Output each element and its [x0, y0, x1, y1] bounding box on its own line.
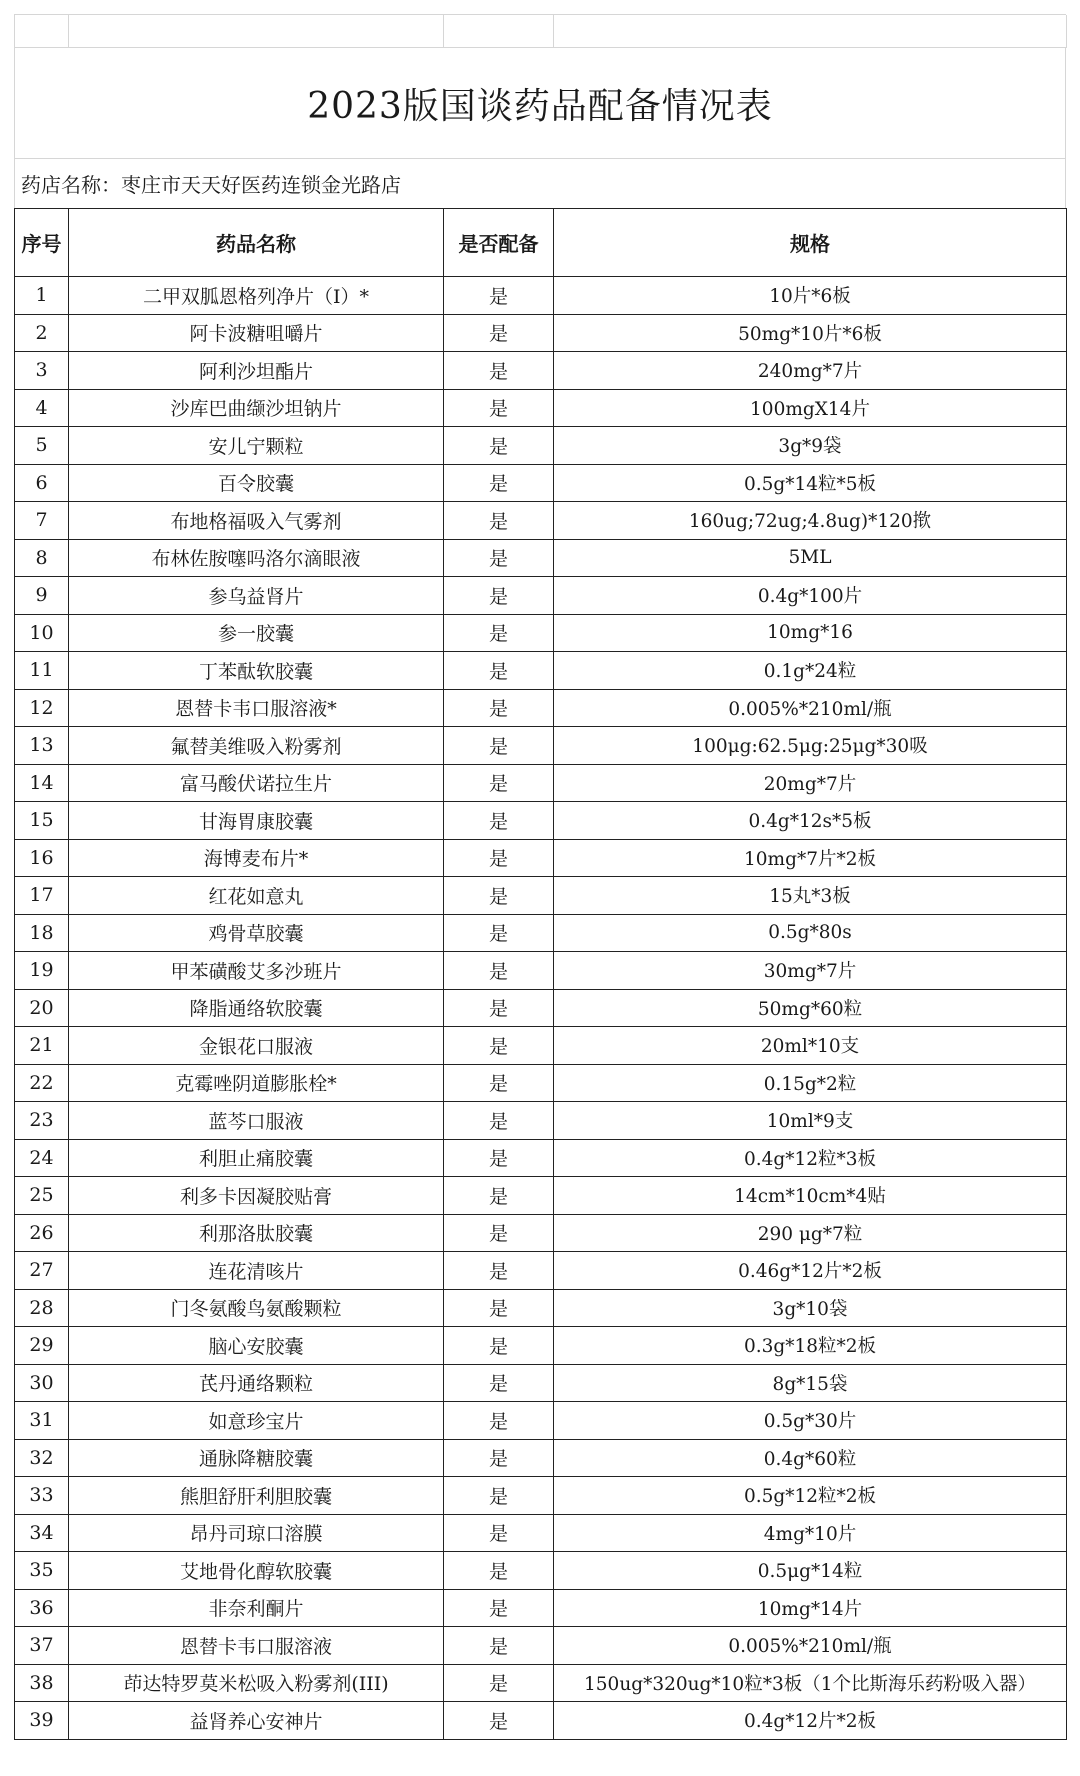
table-row: [15, 952, 1067, 990]
cell-drug-name[interactable]: 氟替美维吸入粉雾剂: [69, 727, 444, 765]
cell-equipped[interactable]: 是: [444, 1064, 554, 1102]
cell-equipped[interactable]: 是: [444, 989, 554, 1027]
cell-drug-name[interactable]: 利多卡因凝胶贴膏: [69, 1177, 444, 1215]
table-row: [15, 1402, 1067, 1440]
table-row: [15, 1027, 1067, 1065]
cell-drug-name[interactable]: 二甲双胍恩格列净片（Ⅰ）*: [69, 277, 444, 315]
table-row: [15, 1102, 1067, 1140]
cell-spec[interactable]: 100mgX14片: [554, 389, 1067, 427]
cell-index[interactable]: 26: [15, 1214, 69, 1252]
table-row: [15, 1702, 1067, 1740]
cell-equipped[interactable]: 是: [444, 577, 554, 615]
cell-equipped[interactable]: 是: [444, 877, 554, 915]
cell-index[interactable]: 30: [15, 1364, 69, 1402]
cell-drug-name[interactable]: 昂丹司琼口溶膜: [69, 1514, 444, 1552]
cell-equipped[interactable]: 是: [444, 1402, 554, 1440]
cell-drug-name[interactable]: 丁苯酞软胶囊: [69, 652, 444, 690]
cell-equipped[interactable]: 是: [444, 1439, 554, 1477]
table-row: [15, 577, 1067, 615]
cell-drug-name[interactable]: 蓝芩口服液: [69, 1102, 444, 1140]
table-row: [15, 427, 1067, 465]
table-row: [15, 689, 1067, 727]
table-row: [15, 877, 1067, 915]
cell-index[interactable]: 11: [15, 652, 69, 690]
cell-equipped[interactable]: 是: [444, 1252, 554, 1290]
cell-equipped[interactable]: 是: [444, 1664, 554, 1702]
table-row: [15, 1327, 1067, 1365]
cell-spec[interactable]: 0.46g*12片*2板: [554, 1252, 1067, 1290]
cell-spec[interactable]: 0.1g*24粒: [554, 652, 1067, 690]
header-equipped[interactable]: 是否配备: [444, 209, 554, 277]
table-row: [15, 914, 1067, 952]
cell-index[interactable]: 18: [15, 914, 69, 952]
cell-drug-name[interactable]: 如意珍宝片: [69, 1402, 444, 1440]
cell-index[interactable]: 4: [15, 389, 69, 427]
cell-index[interactable]: 22: [15, 1064, 69, 1102]
title-cell[interactable]: [14, 48, 1066, 159]
cell-equipped[interactable]: 是: [444, 1102, 554, 1140]
cell-spec[interactable]: 5ML: [554, 539, 1067, 577]
cell-index[interactable]: 21: [15, 1027, 69, 1065]
cell-equipped[interactable]: 是: [444, 1327, 554, 1365]
table-row: [15, 1252, 1067, 1290]
cell-spec[interactable]: 50mg*60粒: [554, 989, 1067, 1027]
cell-index[interactable]: 16: [15, 839, 69, 877]
cell-drug-name[interactable]: 脑心安胶囊: [69, 1327, 444, 1365]
cell-drug-name[interactable]: 门冬氨酸鸟氨酸颗粒: [69, 1289, 444, 1327]
cell-spec[interactable]: 240mg*7片: [554, 352, 1067, 390]
cell-index[interactable]: 38: [15, 1664, 69, 1702]
cell-equipped[interactable]: 是: [444, 839, 554, 877]
cell-equipped[interactable]: 是: [444, 1364, 554, 1402]
empty-cell[interactable]: [444, 15, 554, 48]
cell-index[interactable]: 37: [15, 1627, 69, 1665]
cell-spec[interactable]: 0.4g*12片*2板: [554, 1702, 1067, 1740]
table-row: [15, 502, 1067, 540]
cell-index[interactable]: 10: [15, 614, 69, 652]
cell-index[interactable]: 12: [15, 689, 69, 727]
cell-drug-name[interactable]: 克霉唑阴道膨胀栓*: [69, 1064, 444, 1102]
cell-drug-name[interactable]: 芪丹通络颗粒: [69, 1364, 444, 1402]
table-row: [15, 839, 1067, 877]
table-row: [15, 464, 1067, 502]
cell-spec[interactable]: 0.005%*210ml/瓶: [554, 689, 1067, 727]
cell-index[interactable]: 19: [15, 952, 69, 990]
cell-drug-name[interactable]: 艾地骨化醇软胶囊: [69, 1552, 444, 1590]
cell-spec[interactable]: 3g*10袋: [554, 1289, 1067, 1327]
spreadsheet: [14, 14, 1066, 1740]
cell-index[interactable]: 3: [15, 352, 69, 390]
cell-index[interactable]: 1: [15, 277, 69, 315]
cell-equipped[interactable]: 是: [444, 352, 554, 390]
cell-drug-name[interactable]: 参一胶囊: [69, 614, 444, 652]
cell-index[interactable]: 7: [15, 502, 69, 540]
cell-spec[interactable]: 30mg*7片: [554, 952, 1067, 990]
cell-drug-name[interactable]: 参乌益肾片: [69, 577, 444, 615]
cell-drug-name[interactable]: 连花清咳片: [69, 1252, 444, 1290]
cell-drug-name[interactable]: 阿卡波糖咀嚼片: [69, 314, 444, 352]
cell-index[interactable]: 20: [15, 989, 69, 1027]
cell-equipped[interactable]: 是: [444, 1289, 554, 1327]
cell-index[interactable]: 17: [15, 877, 69, 915]
cell-index[interactable]: 39: [15, 1702, 69, 1740]
cell-spec[interactable]: 0.5g*14粒*5板: [554, 464, 1067, 502]
cell-equipped[interactable]: 是: [444, 277, 554, 315]
cell-drug-name[interactable]: 通脉降糖胶囊: [69, 1439, 444, 1477]
cell-index[interactable]: 24: [15, 1139, 69, 1177]
cell-spec[interactable]: 4mg*10片: [554, 1514, 1067, 1552]
cell-spec[interactable]: 3g*9袋: [554, 427, 1067, 465]
cell-spec[interactable]: 0.15g*2粒: [554, 1064, 1067, 1102]
cell-spec[interactable]: 10mg*14片: [554, 1589, 1067, 1627]
cell-spec[interactable]: 0.4g*12s*5板: [554, 802, 1067, 840]
cell-spec[interactable]: 10ml*9支: [554, 1102, 1067, 1140]
cell-equipped[interactable]: 是: [444, 1514, 554, 1552]
cell-index[interactable]: 6: [15, 464, 69, 502]
cell-drug-name[interactable]: 阿利沙坦酯片: [69, 352, 444, 390]
table-row: [15, 802, 1067, 840]
cell-equipped[interactable]: 是: [444, 1552, 554, 1590]
cell-index[interactable]: 36: [15, 1589, 69, 1627]
cell-equipped[interactable]: 是: [444, 502, 554, 540]
cell-equipped[interactable]: 是: [444, 1139, 554, 1177]
table-row: [15, 1139, 1067, 1177]
cell-drug-name[interactable]: 布地格福吸入气雾剂: [69, 502, 444, 540]
cell-spec[interactable]: 15丸*3板: [554, 877, 1067, 915]
table-row: [15, 1589, 1067, 1627]
cell-index[interactable]: 23: [15, 1102, 69, 1140]
cell-drug-name[interactable]: 恩替卡韦口服溶液*: [69, 689, 444, 727]
cell-index[interactable]: 35: [15, 1552, 69, 1590]
store-name: 药店名称：枣庄市天天好医药连锁金光路店: [21, 173, 401, 197]
empty-cell[interactable]: [69, 15, 444, 48]
cell-spec[interactable]: 0.4g*100片: [554, 577, 1067, 615]
cell-spec[interactable]: 8g*15袋: [554, 1364, 1067, 1402]
cell-spec[interactable]: 0.4g*12粒*3板: [554, 1139, 1067, 1177]
cell-spec[interactable]: 100μg:62.5μg:25μg*30吸: [554, 727, 1067, 765]
table-row: [15, 727, 1067, 765]
table-row: [15, 614, 1067, 652]
cell-equipped[interactable]: 是: [444, 1702, 554, 1740]
table-row: [15, 764, 1067, 802]
cell-drug-name[interactable]: 布林佐胺噻吗洛尔滴眼液: [69, 539, 444, 577]
cell-index[interactable]: 9: [15, 577, 69, 615]
cell-index[interactable]: 33: [15, 1477, 69, 1515]
cell-drug-name[interactable]: 恩替卡韦口服溶液: [69, 1627, 444, 1665]
table-row: [15, 1364, 1067, 1402]
cell-drug-name[interactable]: 红花如意丸: [69, 877, 444, 915]
table-row: [15, 652, 1067, 690]
table-row: [15, 314, 1067, 352]
cell-spec[interactable]: 0.3g*18粒*2板: [554, 1327, 1067, 1365]
cell-spec[interactable]: 0.5μg*14粒: [554, 1552, 1067, 1590]
cell-spec[interactable]: 10mg*7片*2板: [554, 839, 1067, 877]
store-name-cell[interactable]: [14, 159, 1066, 208]
cell-drug-name[interactable]: 金银花口服液: [69, 1027, 444, 1065]
cell-equipped[interactable]: 是: [444, 727, 554, 765]
cell-index[interactable]: 2: [15, 314, 69, 352]
table-row: [15, 1664, 1067, 1702]
table-row: [15, 1439, 1067, 1477]
cell-equipped[interactable]: 是: [444, 427, 554, 465]
table-row: [15, 539, 1067, 577]
table-row: [15, 352, 1067, 390]
cell-drug-name[interactable]: 茚达特罗莫米松吸入粉雾剂(III): [69, 1664, 444, 1702]
table-row: [15, 277, 1067, 315]
cell-drug-name[interactable]: 甲苯磺酸艾多沙班片: [69, 952, 444, 990]
cell-equipped[interactable]: 是: [444, 952, 554, 990]
table-row: [15, 1064, 1067, 1102]
header-spec[interactable]: 规格: [554, 209, 1067, 277]
cell-spec[interactable]: 10mg*16: [554, 614, 1067, 652]
cell-spec[interactable]: 20mg*7片: [554, 764, 1067, 802]
cell-drug-name[interactable]: 百令胶囊: [69, 464, 444, 502]
table-header-row: [15, 209, 1067, 277]
header-drug-name[interactable]: 药品名称: [69, 209, 444, 277]
cell-drug-name[interactable]: 降脂通络软胶囊: [69, 989, 444, 1027]
cell-drug-name[interactable]: 鸡骨草胶囊: [69, 914, 444, 952]
cell-index[interactable]: 31: [15, 1402, 69, 1440]
cell-index[interactable]: 15: [15, 802, 69, 840]
empty-cell[interactable]: [554, 15, 1067, 48]
cell-spec[interactable]: 50mg*10片*6板: [554, 314, 1067, 352]
cell-index[interactable]: 29: [15, 1327, 69, 1365]
cell-index[interactable]: 13: [15, 727, 69, 765]
cell-spec[interactable]: 0.4g*60粒: [554, 1439, 1067, 1477]
table-row: [15, 1177, 1067, 1215]
cell-spec[interactable]: 10片*6板: [554, 277, 1067, 315]
cell-index[interactable]: 5: [15, 427, 69, 465]
cell-equipped[interactable]: 是: [444, 689, 554, 727]
table-row: [15, 1552, 1067, 1590]
cell-equipped[interactable]: 是: [444, 1214, 554, 1252]
cell-index[interactable]: 32: [15, 1439, 69, 1477]
table-row: [15, 989, 1067, 1027]
cell-drug-name[interactable]: 利那洛肽胶囊: [69, 1214, 444, 1252]
cell-index[interactable]: 34: [15, 1514, 69, 1552]
cell-equipped[interactable]: 是: [444, 1589, 554, 1627]
drug-table: [14, 208, 1067, 1740]
table-row: [15, 1289, 1067, 1327]
table-row: [15, 1214, 1067, 1252]
table-row: [15, 389, 1067, 427]
cell-drug-name[interactable]: 安儿宁颗粒: [69, 427, 444, 465]
cell-equipped[interactable]: 是: [444, 539, 554, 577]
cell-drug-name[interactable]: 沙库巴曲缬沙坦钠片: [69, 389, 444, 427]
cell-spec[interactable]: 0.5g*80s: [554, 914, 1067, 952]
cell-equipped[interactable]: 是: [444, 652, 554, 690]
cell-spec[interactable]: 290 μg*7粒: [554, 1214, 1067, 1252]
cell-drug-name[interactable]: 益肾养心安神片: [69, 1702, 444, 1740]
cell-equipped[interactable]: 是: [444, 1027, 554, 1065]
cell-equipped[interactable]: 是: [444, 1477, 554, 1515]
table-row: [15, 1514, 1067, 1552]
table-row: [15, 1477, 1067, 1515]
cell-drug-name[interactable]: 利胆止痛胶囊: [69, 1139, 444, 1177]
cell-equipped[interactable]: 是: [444, 614, 554, 652]
cell-drug-name[interactable]: 富马酸伏诺拉生片: [69, 764, 444, 802]
empty-cell[interactable]: [15, 15, 69, 48]
cell-spec[interactable]: 0.5g*30片: [554, 1402, 1067, 1440]
cell-equipped[interactable]: 是: [444, 802, 554, 840]
cell-drug-name[interactable]: 甘海胃康胶囊: [69, 802, 444, 840]
cell-equipped[interactable]: 是: [444, 464, 554, 502]
cell-index[interactable]: 8: [15, 539, 69, 577]
cell-equipped[interactable]: 是: [444, 1627, 554, 1665]
cell-spec[interactable]: 150ug*320ug*10粒*3板（1个比斯海乐药粉吸入器）: [554, 1664, 1067, 1702]
empty-top-row: [14, 14, 1066, 48]
cell-equipped[interactable]: 是: [444, 314, 554, 352]
cell-spec[interactable]: 14cm*10cm*4贴: [554, 1177, 1067, 1215]
header-index[interactable]: 序号: [15, 209, 69, 277]
cell-drug-name[interactable]: 熊胆舒肝利胆胶囊: [69, 1477, 444, 1515]
cell-spec[interactable]: 160ug;72ug;4.8ug)*120揿: [554, 502, 1067, 540]
page-title: 2023版国谈药品配备情况表: [307, 85, 773, 127]
cell-index[interactable]: 14: [15, 764, 69, 802]
cell-index[interactable]: 25: [15, 1177, 69, 1215]
cell-index[interactable]: 28: [15, 1289, 69, 1327]
cell-drug-name[interactable]: 海博麦布片*: [69, 839, 444, 877]
cell-equipped[interactable]: 是: [444, 389, 554, 427]
table-row: [15, 1627, 1067, 1665]
cell-index[interactable]: 27: [15, 1252, 69, 1290]
cell-spec[interactable]: 0.005%*210ml/瓶: [554, 1627, 1067, 1665]
cell-equipped[interactable]: 是: [444, 914, 554, 952]
cell-equipped[interactable]: 是: [444, 764, 554, 802]
cell-spec[interactable]: 0.5g*12粒*2板: [554, 1477, 1067, 1515]
cell-equipped[interactable]: 是: [444, 1177, 554, 1215]
cell-drug-name[interactable]: 非奈利酮片: [69, 1589, 444, 1627]
cell-spec[interactable]: 20ml*10支: [554, 1027, 1067, 1065]
